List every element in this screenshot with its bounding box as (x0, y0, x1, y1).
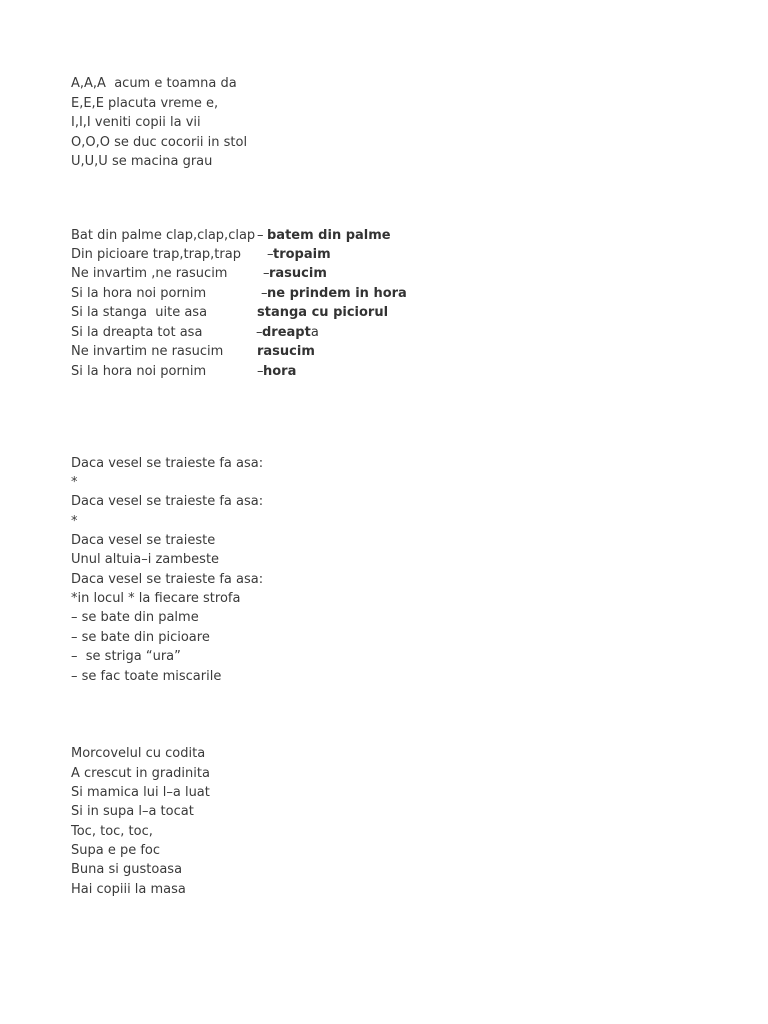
poem-line: Buna si gustoasa (71, 862, 183, 877)
poem-line: Supa e pe foc (71, 843, 161, 858)
poem-line: Morcovelul cu codita (71, 746, 206, 761)
poem-line: Unul altuia–i zambeste (71, 552, 220, 567)
action-text: ne prindem in hora (267, 286, 407, 301)
action-text: rasucim (257, 344, 315, 359)
poem-line: Daca vesel se traieste fa asa: (71, 494, 264, 509)
poem-line (71, 284, 407, 303)
action-prefix: – (267, 247, 274, 262)
verse-text: Si la hora noi pornim (71, 286, 207, 301)
poem-line: – se fac toate miscarile (71, 669, 222, 684)
action-prefix: – (263, 266, 270, 281)
action-prefix: – (257, 228, 264, 243)
verse-text: Ne invartim ne rasucim (71, 344, 224, 359)
poem-line (71, 245, 331, 264)
verse-text: Din picioare trap,trap,trap (71, 247, 241, 262)
poem-line: * (71, 475, 78, 490)
poem-line (71, 323, 319, 342)
poem-line: U,U,U se macina grau (71, 154, 213, 169)
action-bold-part: dreapt (262, 325, 311, 340)
poem-line: Si mamica lui l–a luat (71, 785, 210, 800)
verse-text: Si la hora noi pornim (71, 364, 207, 379)
verse-text: Ne invartim ,ne rasucim (71, 266, 228, 281)
poem-line: – se bate din palme (71, 610, 199, 625)
verse-text: Bat din palme clap,clap,clap (71, 228, 256, 243)
poem-line: A crescut in gradinita (71, 766, 210, 781)
poem-line (71, 342, 315, 361)
poem-line: O,O,O se duc cocorii in stol (71, 135, 248, 150)
action-text: tropaim (273, 247, 331, 262)
action-text: hora (263, 364, 297, 379)
poem-line: I,I,I veniti copii la vii (71, 115, 201, 130)
action-prefix: – (256, 325, 263, 340)
poem-line: Si in supa l–a tocat (71, 804, 194, 819)
poem-line: – se bate din picioare (71, 630, 210, 645)
action-prefix: – (257, 364, 264, 379)
action-text (262, 323, 319, 342)
poem-line: * (71, 514, 78, 529)
poem-line: Toc, toc, toc, (71, 824, 153, 839)
action-text: batem din palme (267, 228, 391, 243)
action-text: stanga cu piciorul (257, 305, 389, 320)
poem-line (71, 303, 389, 322)
poem-line: Daca vesel se traieste fa asa: (71, 572, 264, 587)
poem-line: – se striga “ura” (71, 649, 181, 664)
poem-line: *in locul * la fiecare strofa (71, 591, 241, 606)
poem-line: A,A,A acum e toamna da (71, 76, 237, 91)
verse-text: Si la dreapta tot asa (71, 325, 203, 340)
verse-text: Si la stanga uite asa (71, 305, 208, 320)
action-text: rasucim (269, 266, 327, 281)
poem-line (71, 226, 391, 245)
poem-line (71, 362, 297, 381)
poem-line: Daca vesel se traieste (71, 533, 216, 548)
poem-line: Daca vesel se traieste fa asa: (71, 456, 264, 471)
action-plain-part: a (310, 325, 319, 340)
poem-line (71, 264, 327, 283)
poem-line: Hai copiii la masa (71, 882, 186, 897)
action-prefix: – (261, 286, 268, 301)
poem-line: E,E,E placuta vreme e, (71, 96, 219, 111)
